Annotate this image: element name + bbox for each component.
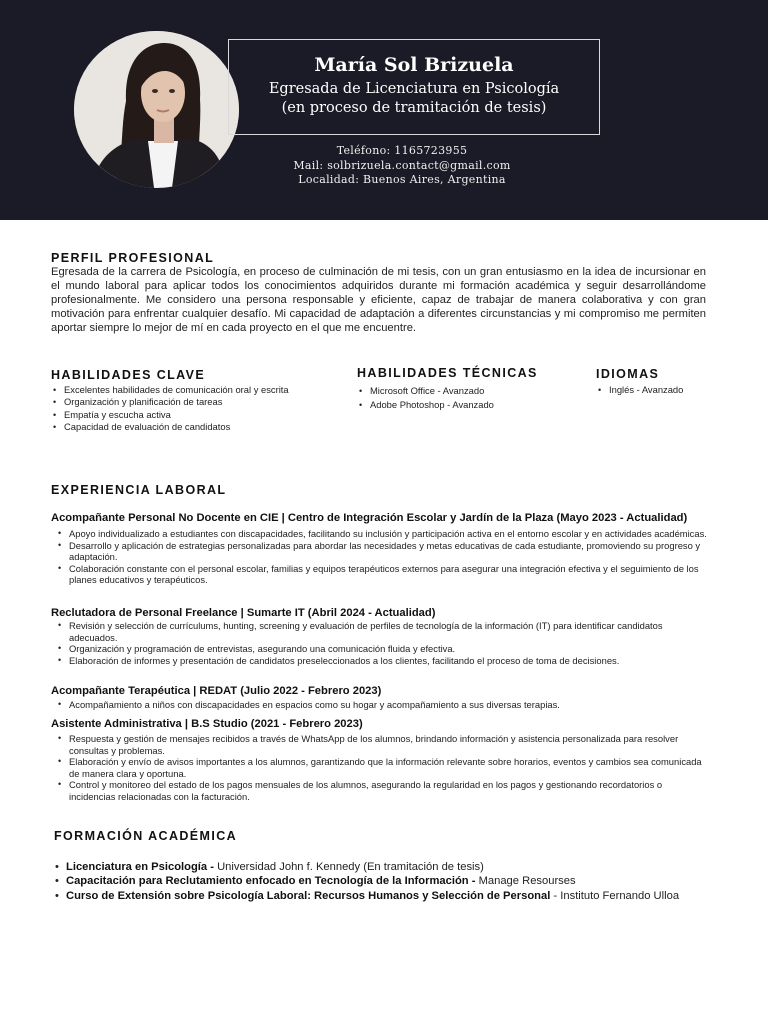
job-title: Asistente Administrativa | B.S Studio (2021 - Febrero 2023) xyxy=(51,718,363,730)
institution: Manage Resourses xyxy=(475,875,576,888)
institution: Universidad John f. Kennedy (En tramitación de tesis) xyxy=(213,861,484,873)
job-duties-list xyxy=(55,733,710,803)
full-name: María Sol Brizuela xyxy=(314,54,514,76)
name-box xyxy=(228,39,600,135)
list-item: • Elaboración de informes y presentación de candidatos preseleccionados a los clientes, facilitando el proceso de toma de decisiones. xyxy=(55,655,710,667)
job-duties-list xyxy=(55,528,710,586)
job-title: Reclutadora de Personal Freelance | Sumarte IT (Abril 2024 - Actualidad) xyxy=(51,607,436,619)
list-item xyxy=(54,889,734,903)
list-item: • Capacidad de evaluación de candidatos xyxy=(51,421,341,433)
list-item xyxy=(54,860,734,874)
job-title: Acompañante Terapéutica | REDAT (Julio 2022 - Febrero 2023) xyxy=(51,685,382,697)
list-item: • Excelentes habilidades de comunicación oral y escrita xyxy=(51,384,341,396)
location: Localidad: Buenos Aires, Argentina xyxy=(298,173,506,186)
subtitle-line-1: Egresada de Licenciatura en Psicología xyxy=(268,81,560,97)
list-item: • Empatía y escucha activa xyxy=(51,409,341,421)
list-item: • Adobe Photoshop - Avanzado xyxy=(357,398,577,412)
habilidades-tecnicas-heading: HABILIDADES TÉCNICAS xyxy=(357,366,538,380)
list-item: • Organización y planificación de tareas xyxy=(51,396,341,408)
list-item: • Inglés - Avanzado xyxy=(596,384,736,396)
formacion-heading: FORMACIÓN ACADÉMICA xyxy=(54,829,238,843)
list-item xyxy=(54,874,734,888)
job-duties-list xyxy=(55,699,710,711)
degree-name: Curso de Extensión sobre Psicología Laboral: Recursos Humanos y Selección de Personal xyxy=(66,889,551,902)
subtitle-line-2: (en proceso de tramitación de tesis) xyxy=(281,100,547,116)
list-item: • Revisión y selección de currículums, hunting, screening y evaluación de perfiles de tecnología de la información (IT) para identificar candidatos adecuados. xyxy=(55,620,710,643)
contact-info xyxy=(262,144,542,188)
list-item: • Apoyo individualizado a estudiantes con discapacidades, facilitando su inclusión y participación activa en el entorno escolar y en actividades académicas. xyxy=(55,528,710,540)
job-duties-list xyxy=(55,620,710,666)
perfil-heading: PERFIL PROFESIONAL xyxy=(51,251,215,265)
degree-name: Capacitación para Reclutamiento enfocado en Tecnología de la Información - xyxy=(66,875,476,888)
formacion-list xyxy=(54,860,734,903)
idiomas-heading: IDIOMAS xyxy=(596,367,660,381)
profile-photo xyxy=(74,31,239,188)
list-item: • Colaboración constante con el personal escolar, familias y equipos terapéuticos externos para asegurar una integración efectiva y el seguimiento de los planes educativos y terapéuticos. xyxy=(55,563,710,586)
habilidades-tecnicas-list xyxy=(357,384,577,412)
email: Mail: solbrizuela.contact@gmail.com xyxy=(293,158,511,172)
phone: Teléfono: 1165723955 xyxy=(336,144,468,157)
degree-name: Licenciatura en Psicología - xyxy=(66,861,214,873)
perfil-text: Egresada de la carrera de Psicología, en proceso de culminación de mi tesis, con un gran entusiasmo en la idea de incursionar en el mundo laboral para aplicar todos los conocimientos adquiridos durante mi formación académica y seguir desarrollándome profesionalmente. Me considero una persona responsable y eficiente, capaz de trabajar de manera colaborativa y con gran motivación para enfrentar cualquier desafío. Mi capacidad de adaptación a diferentes circunstancias y mi compromiso me permiten aportar siempre lo mejor de mí en cada proyecto en el que me encuentre. xyxy=(51,266,706,334)
experiencia-heading: EXPERIENCIA LABORAL xyxy=(51,483,227,497)
idiomas-list xyxy=(596,384,736,396)
list-item: • Acompañamiento a niños con discapacidades en espacios como su hogar y acompañamiento a sus diversas terapias. xyxy=(55,699,710,711)
list-item: • Control y monitoreo del estado de los pagos mensuales de los alumnos, asegurando la regularidad en los pagos y gestionando recordatorios o incidencias relacionadas con la facturación. xyxy=(55,779,710,802)
institution: - Instituto Fernando Ulloa xyxy=(550,889,680,902)
list-item: • Elaboración y envío de avisos importantes a los alumnos, garantizando que la información relevante sobre horarios, eventos y cambios sea comunicada de manera clara y oportuna. xyxy=(55,756,710,779)
habilidades-clave-heading: HABILIDADES CLAVE xyxy=(51,368,206,382)
list-item: • Organización y programación de entrevistas, asegurando una comunicación fluida y efectiva. xyxy=(55,643,710,655)
list-item: • Respuesta y gestión de mensajes recibidos a través de WhatsApp de los alumnos, brindando información y asistencia personalizada para resolver consultas y problemas. xyxy=(55,733,710,756)
habilidades-clave-list xyxy=(51,384,341,433)
list-item: • Microsoft Office - Avanzado xyxy=(357,384,577,398)
list-item: • Desarrollo y aplicación de estrategias personalizadas para abordar las necesidades y metas educativas de cada estudiante, promoviendo su progreso y adaptación. xyxy=(55,540,710,563)
person-portrait-icon xyxy=(74,31,239,188)
header-banner xyxy=(0,0,768,220)
job-title: Acompañante Personal No Docente en CIE | Centro de Integración Escolar y Jardín de la Plaza (Mayo 2023 - Actualidad) xyxy=(51,512,688,524)
